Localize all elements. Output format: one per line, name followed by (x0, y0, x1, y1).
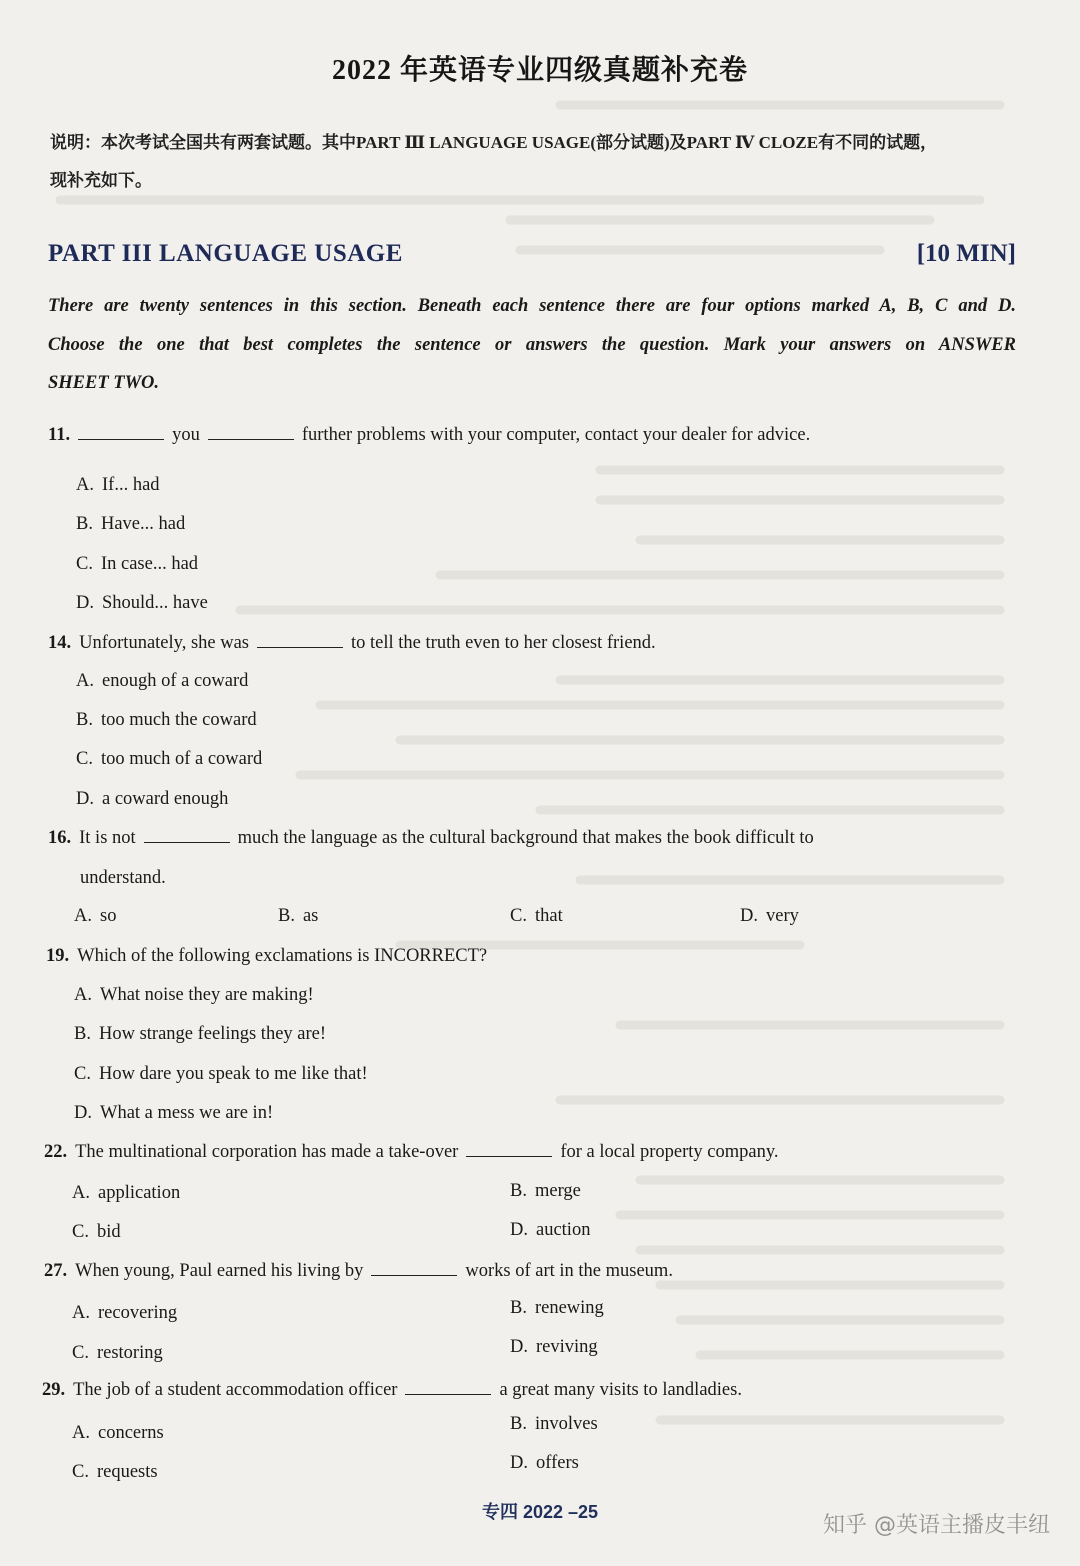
option-text: How dare you speak to me like that! (98, 1064, 368, 1084)
question-number: 29. (42, 1380, 66, 1400)
option-item (74, 985, 314, 1006)
answer-blank (405, 1380, 491, 1395)
section-title: PART III LANGUAGE USAGE (48, 240, 403, 267)
option-letter: C. (72, 1462, 89, 1482)
option-item (72, 1462, 158, 1483)
question-text: When young, Paul earned his living by (75, 1261, 364, 1281)
question-text: The job of a student accommodation officer (73, 1380, 398, 1400)
option-text: concerns (98, 1423, 164, 1443)
question-19-stem (46, 946, 487, 967)
question-text: you (172, 425, 200, 445)
answer-blank (371, 1261, 457, 1276)
option-letter: A. (74, 906, 92, 926)
option-letter: C. (74, 1064, 91, 1084)
question-number: 19. (46, 946, 70, 966)
option-letter: C. (76, 749, 93, 769)
option-text: a coward enough (102, 789, 229, 809)
option-letter: A. (72, 1423, 90, 1443)
option-text: too much of a coward (100, 749, 263, 769)
option-text: renewing (534, 1298, 604, 1318)
note-line-1: 说明：本次考试全国共有两套试题。其中PART Ⅲ LANGUAGE USAGE(部分试题)及PART Ⅳ CLOZE有不同的试题， (50, 133, 938, 152)
option-item (510, 906, 563, 927)
option-item (76, 475, 160, 496)
question-number: 11. (48, 425, 71, 445)
question-22-stem (44, 1142, 779, 1163)
option-item (76, 749, 262, 770)
answer-blank (257, 633, 343, 648)
question-text: a great many visits to landladies. (499, 1380, 742, 1400)
question-29-stem (42, 1380, 742, 1401)
option-text: restoring (96, 1343, 163, 1363)
option-item (510, 1453, 579, 1474)
option-text: auction (536, 1220, 591, 1240)
option-item (72, 1222, 121, 1243)
option-letter: B. (510, 1298, 527, 1318)
note-line-2: 现补充如下。 (50, 171, 152, 190)
option-item (72, 1303, 177, 1324)
instructions-line-1: There are twenty sentences in this section. Beneath each sentence there are four options marked A, B, C and D. (48, 296, 1016, 316)
question-number: 16. (48, 828, 72, 848)
option-letter: D. (76, 593, 94, 613)
option-text: involves (534, 1414, 598, 1434)
option-text: merge (534, 1181, 581, 1201)
option-text: Have... had (100, 514, 186, 534)
option-letter: D. (510, 1220, 528, 1240)
option-item (278, 906, 318, 927)
question-text: Which of the following exclamations is INCORRECT? (77, 946, 488, 966)
question-16-continuation: understand. (80, 868, 166, 888)
question-14-stem (48, 633, 656, 654)
question-text: to tell the truth even to her closest friend. (351, 633, 656, 653)
option-letter: A. (76, 671, 94, 691)
option-letter: C. (76, 554, 93, 574)
option-item (510, 1414, 598, 1435)
option-item (72, 1423, 164, 1444)
option-text: very (766, 906, 799, 926)
option-text: recovering (98, 1303, 178, 1323)
instructions-line-2: Choose the one that best completes the sentence or answers the question. Mark your answers on ANSWER (48, 335, 1016, 355)
option-text: What a mess we are in! (100, 1103, 274, 1123)
option-item (510, 1337, 598, 1358)
answer-blank (466, 1142, 552, 1157)
option-item (74, 1103, 273, 1124)
option-item (76, 593, 208, 614)
answer-blank (78, 425, 164, 440)
option-letter: C. (510, 906, 527, 926)
option-letter: C. (72, 1222, 89, 1242)
option-text: bid (96, 1222, 121, 1242)
option-letter: B. (278, 906, 295, 926)
option-item (72, 1343, 163, 1364)
option-item (72, 1183, 180, 1204)
option-letter: B. (76, 710, 93, 730)
question-16-stem (48, 828, 814, 849)
option-text: that (534, 906, 563, 926)
option-item (510, 1298, 604, 1319)
option-text: How strange feelings they are! (98, 1024, 327, 1044)
question-number: 22. (44, 1142, 68, 1162)
question-number: 27. (44, 1261, 68, 1281)
option-item (74, 906, 116, 927)
option-letter: A. (74, 985, 92, 1005)
question-text: The multinational corporation has made a take-over (75, 1142, 459, 1162)
option-letter: B. (74, 1024, 91, 1044)
option-item (74, 1064, 368, 1085)
question-text: Unfortunately, she was (79, 633, 250, 653)
option-letter: A. (72, 1303, 90, 1323)
option-letter: D. (510, 1337, 528, 1357)
question-text: further problems with your computer, contact your dealer for advice. (301, 425, 811, 445)
question-number: 14. (48, 633, 72, 653)
option-text: so (100, 906, 117, 926)
option-item (76, 789, 228, 810)
watermark: 知乎 @英语主播皮丰纽 (823, 1513, 1050, 1538)
question-text: works of art in the museum. (465, 1261, 673, 1281)
option-text: If... had (102, 475, 160, 495)
question-text: It is not (79, 828, 136, 848)
answer-blank (144, 828, 230, 843)
question-text: much the language as the cultural background that makes the book difficult to (237, 828, 814, 848)
option-item (76, 671, 248, 692)
option-text: application (98, 1183, 181, 1203)
option-letter: D. (740, 906, 758, 926)
option-text: reviving (536, 1337, 598, 1357)
question-text: for a local property company. (560, 1142, 779, 1162)
option-letter: A. (72, 1183, 90, 1203)
option-item (510, 1220, 590, 1241)
option-text: enough of a coward (102, 671, 249, 691)
page-title: 2022 年英语专业四级真题补充卷 (331, 55, 748, 86)
option-letter: C. (72, 1343, 89, 1363)
option-letter: B. (510, 1414, 527, 1434)
option-letter: D. (76, 789, 94, 809)
option-letter: B. (510, 1181, 527, 1201)
question-27-stem (44, 1261, 673, 1282)
option-item (740, 906, 799, 927)
option-text: In case... had (100, 554, 199, 574)
option-text: Should... have (102, 593, 208, 613)
option-letter: B. (76, 514, 93, 534)
option-item (76, 554, 198, 575)
option-text: too much the coward (100, 710, 257, 730)
option-letter: D. (510, 1453, 528, 1473)
option-letter: D. (74, 1103, 92, 1123)
option-item (510, 1181, 581, 1202)
option-text: requests (96, 1462, 158, 1482)
section-time: [10 MIN] (916, 240, 1016, 267)
option-text: as (302, 906, 319, 926)
option-text: What noise they are making! (100, 985, 314, 1005)
instructions-line-3: SHEET TWO. (48, 373, 160, 393)
option-text: offers (536, 1453, 579, 1473)
option-item (74, 1024, 326, 1045)
option-item (76, 514, 185, 535)
option-item (76, 710, 257, 731)
answer-blank (208, 425, 294, 440)
question-11-stem (48, 425, 810, 446)
option-letter: A. (76, 475, 94, 495)
page-footer: 专四 2022 –25 (481, 1502, 599, 1522)
